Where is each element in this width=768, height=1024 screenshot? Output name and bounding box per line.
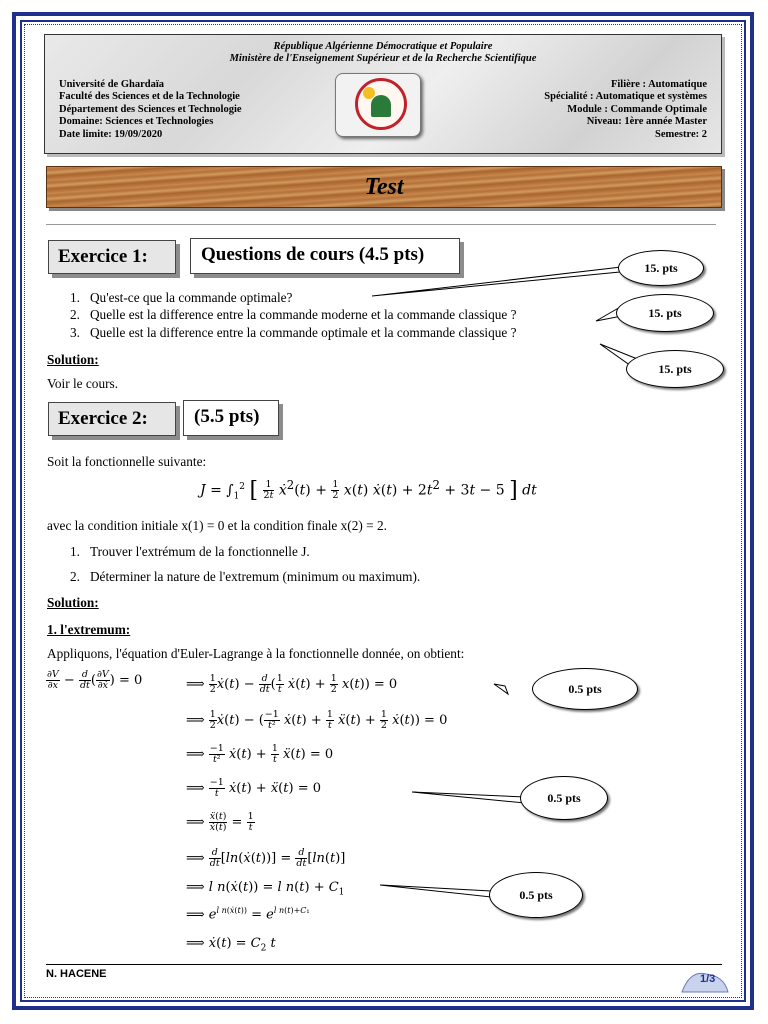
derivation-step: ⟹ $\frac{\text{ẍ(t)}}{\text{ẋ(t)}}$ = $\frac{1}{t}$	[186, 811, 254, 833]
list-item: 1. Qu'est-ce que la commande optimale?	[70, 290, 293, 305]
derivation-step: ⟹ $\frac{-1}{t}$ ẋ(t) + ẍ(t) = 0	[186, 777, 321, 799]
faculty-name: Faculté des Sciences et de la Technologie	[59, 91, 240, 103]
filiere: Filière : Automatique	[610, 79, 707, 90]
module: Module : Commande Optimale	[567, 103, 707, 115]
deadline: Date limite: 19/09/2020	[59, 128, 163, 140]
points-callout: 0.5 pts	[532, 668, 638, 710]
points-callout: 15. pts	[618, 250, 704, 286]
test-title: Test	[364, 174, 404, 200]
derivation-step: ⟹ $\frac{1}{2}$ ẋ(t) − $\frac{d}{dt}$ ( $\frac{1}{t}$ ẋ(t) + $\frac{1}{2}$ x(t)) = 0	[186, 673, 398, 695]
list-item: 2. Déterminer la nature de l'extremum (minimum ou maximum).	[70, 569, 421, 584]
page-number-badge	[680, 966, 730, 996]
page-number: 1/3	[700, 973, 716, 985]
list-item: 2. Quelle est la difference entre la commande moderne et la commande classique ?	[70, 307, 517, 322]
points-callout: 0.5 pts	[489, 872, 583, 918]
conditions-text: avec la condition initiale x(1) = 0 et la condition finale x(2) = 2.	[47, 518, 387, 533]
sub-label: 1. l'extremum:	[47, 622, 131, 637]
derivation-step: ⟹ $\frac{d}{dt}$ [ln(ẋ(t))] = $\frac{d}{dt}$ [ln(t)]	[186, 847, 346, 869]
solution-text: Voir le cours.	[47, 376, 119, 391]
semestre: Semestre: 2	[655, 128, 707, 140]
list-item: 1. Trouver l'extrémum de la fonctionnelle J.	[70, 544, 310, 559]
euler-lagrange-equation: $\frac{\partial V}{\partial x}$ − $\frac{d}{dt}$ ( $\frac{\partial V}{\text{∂ẋ}}$ ) = 0	[47, 669, 143, 691]
exercise2-intro: Soit la fonctionnelle suivante:	[47, 454, 207, 469]
footer-divider	[46, 964, 722, 965]
sub-text: Appliquons, l'équation d'Euler-Lagrange à la fonctionnelle donnée, on obtient:	[47, 646, 465, 661]
specialite: Spécialité : Automatique et systèmes	[544, 91, 707, 103]
exercise1-heading: Questions de cours (4.5 pts)	[190, 238, 460, 274]
university-name: Université de Ghardaïa	[59, 79, 164, 90]
points-callout: 0.5 pts	[520, 776, 608, 820]
derivation-step: ⟹ $\frac{-1}{\text{t²}}$ ẋ(t) + $\frac{1}{t}$ ẍ(t) = 0	[186, 743, 334, 765]
niveau: Niveau: 1ère année Master	[586, 116, 707, 128]
department-name: Département des Sciences et Technologie	[59, 103, 242, 115]
exercise2-heading: (5.5 pts)	[183, 400, 279, 436]
derivation-step: ⟹ $e^{l n(ẋ(t))} = e^{l n(t)+C_1}$	[186, 906, 310, 923]
republic-title: République Algérienne Démocratique et Populaire	[273, 41, 493, 52]
derivation-step: ⟹ $\frac{1}{2}$ ẋ(t) − ( $\frac{-1}{\text{t²}}$ ẋ(t) + $\frac{1}{t}$ ẍ(t) + $\frac{1}{2}$ ẋ(t)) = 0	[186, 709, 448, 731]
exercise1-label: Exercice 1:	[48, 240, 176, 274]
ministry-title: Ministère de l'Enseignement Supérieur et de la Recherche Scientifique	[229, 53, 537, 64]
author-name: N. HACENE	[46, 968, 107, 980]
derivation-step: ⟹ ẋ(t) = $C_2$ t	[186, 936, 276, 954]
points-callout: 15. pts	[626, 350, 724, 388]
exercise2-label: Exercice 2:	[48, 402, 176, 436]
solution-label: Solution:	[47, 352, 99, 367]
derivation-step: ⟹ l n(ẋ(t)) = l $n(t) + C_1$	[186, 880, 345, 898]
list-item: 3. Quelle est la difference entre la commande optimale et la commande classique ?	[70, 325, 517, 340]
functional-equation: $J = \int_1^2$ [ $\frac{1}{2t}$ ẋ$^2$(t) + $\frac{1}{2}$ x(t) ẋ(t) + $2t^2 + 3t - 5$ ] dt	[200, 478, 537, 504]
domain-name: Domaine: Sciences et Technologies	[59, 116, 214, 128]
points-callout: 15. pts	[616, 294, 714, 332]
solution-label: Solution:	[47, 595, 99, 610]
